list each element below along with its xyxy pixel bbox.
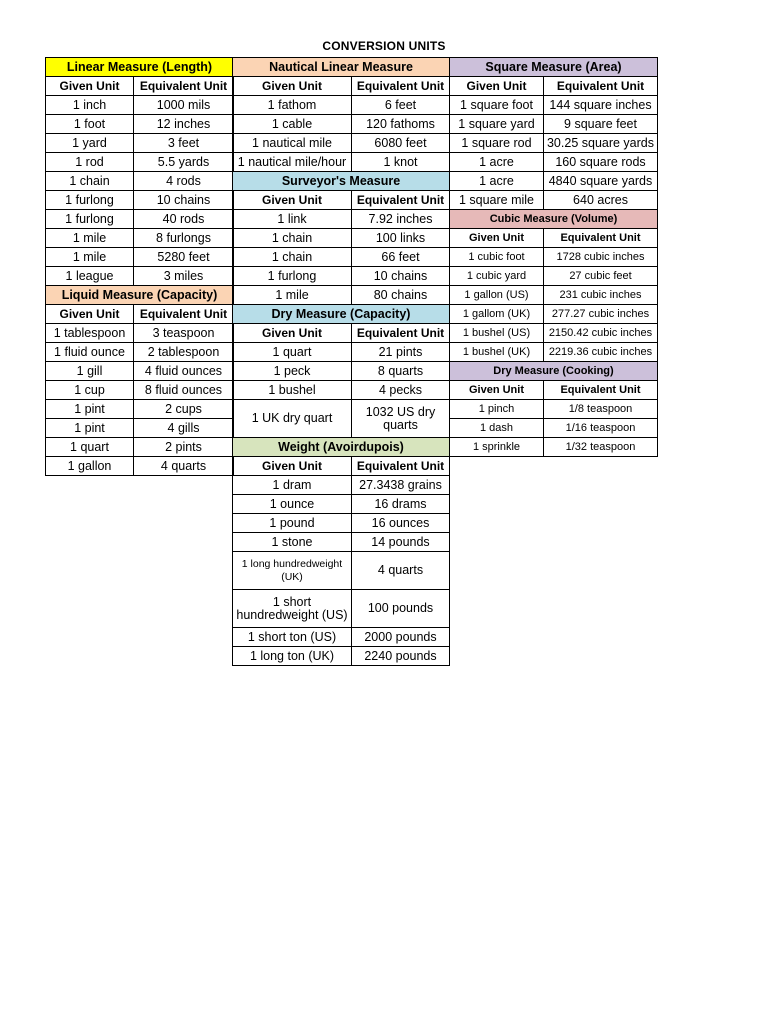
given-unit-cell: 1 chain: [46, 172, 134, 191]
equivalent-unit-cell: 2000 pounds: [352, 628, 450, 647]
given-unit-cell: 1 peck: [233, 362, 352, 381]
equivalent-unit-cell: 1/8 teaspoon: [544, 400, 658, 419]
equivalent-unit-header: Equivalent Unit: [352, 324, 450, 343]
equivalent-unit-cell: 2150.42 cubic inches: [544, 324, 658, 343]
weight-title-row: [233, 438, 450, 457]
equivalent-unit-cell: 3 teaspoon: [134, 324, 234, 343]
given-unit-header: Given Unit: [233, 324, 352, 343]
given-unit-cell: 1 chain: [233, 229, 352, 248]
given-unit-header: Given Unit: [233, 191, 352, 210]
table-row: [233, 153, 450, 172]
equivalent-unit-cell: 2219.36 cubic inches: [544, 343, 658, 362]
given-unit-cell: 1 sprinkle: [450, 438, 544, 457]
table-row: [46, 191, 234, 210]
table-row: [233, 590, 450, 628]
middle-column: [232, 57, 450, 666]
given-unit-cell: 1 bushel (US): [450, 324, 544, 343]
table-row: [233, 229, 450, 248]
table-row: [46, 267, 234, 286]
equivalent-unit-cell: 4 quarts: [352, 552, 450, 590]
given-unit-cell: 1 bushel (UK): [450, 343, 544, 362]
given-unit-cell: 1 chain: [233, 248, 352, 267]
table-row: [233, 134, 450, 153]
given-unit-cell: 1 nautical mile: [233, 134, 352, 153]
given-unit-cell: 1 stone: [233, 533, 352, 552]
square-section-title: Square Measure (Area): [450, 58, 658, 77]
given-unit-cell: 1 acre: [450, 172, 544, 191]
table-row: [450, 324, 658, 343]
given-unit-cell: 1 short hundredweight (US): [233, 590, 352, 628]
equivalent-unit-cell: 5280 feet: [134, 248, 234, 267]
equivalent-unit-cell: 6080 feet: [352, 134, 450, 153]
equivalent-unit-header: Equivalent Unit: [544, 381, 658, 400]
equivalent-unit-cell: 2240 pounds: [352, 647, 450, 666]
table-row: [46, 324, 234, 343]
dry_cooking-section-title: Dry Measure (Cooking): [450, 362, 658, 381]
equivalent-unit-cell: 2 cups: [134, 400, 234, 419]
equivalent-unit-cell: 16 ounces: [352, 514, 450, 533]
table-row: [46, 96, 234, 115]
equivalent-unit-cell: 4 pecks: [352, 381, 450, 400]
cubic-header-row: [450, 229, 658, 248]
given-unit-cell: 1 cable: [233, 115, 352, 134]
given-unit-cell: 1 tablespoon: [46, 324, 134, 343]
equivalent-unit-cell: 9 square feet: [544, 115, 658, 134]
given-unit-header: Given Unit: [233, 77, 352, 96]
dry_cooking-header-row: [450, 381, 658, 400]
table-row: [450, 419, 658, 438]
table-row: [450, 305, 658, 324]
given-unit-header: Given Unit: [450, 381, 544, 400]
given-unit-cell: 1 gallon: [46, 457, 134, 476]
table-row: [233, 400, 450, 438]
given-unit-cell: 1 cubic foot: [450, 248, 544, 267]
liquid-section-title: Liquid Measure (Capacity): [46, 286, 234, 305]
square-header-row: [450, 77, 658, 96]
equivalent-unit-cell: 8 fluid ounces: [134, 381, 234, 400]
equivalent-unit-cell: 80 chains: [352, 286, 450, 305]
table-row: [233, 248, 450, 267]
surveyor-section-title: Surveyor's Measure: [233, 172, 450, 191]
given-unit-cell: 1 gill: [46, 362, 134, 381]
table-row: [233, 552, 450, 590]
linear-header-row: [46, 77, 234, 96]
equivalent-unit-cell: 1000 mils: [134, 96, 234, 115]
table-row: [450, 134, 658, 153]
nautical-table: [232, 57, 450, 666]
equivalent-unit-cell: 7.92 inches: [352, 210, 450, 229]
given-unit-cell: 1 dash: [450, 419, 544, 438]
given-unit-cell: 1 inch: [46, 96, 134, 115]
equivalent-unit-cell: 2 pints: [134, 438, 234, 457]
table-row: [233, 533, 450, 552]
equivalent-unit-header: Equivalent Unit: [134, 77, 234, 96]
table-row: [46, 229, 234, 248]
equivalent-unit-cell: 27.3438 grains: [352, 476, 450, 495]
table-row: [450, 400, 658, 419]
given-unit-header: Given Unit: [46, 77, 134, 96]
equivalent-unit-cell: 66 feet: [352, 248, 450, 267]
cubic-section-title: Cubic Measure (Volume): [450, 210, 658, 229]
equivalent-unit-cell: 21 pints: [352, 343, 450, 362]
table-row: [450, 115, 658, 134]
table-row: [233, 343, 450, 362]
given-unit-cell: 1 cubic yard: [450, 267, 544, 286]
page-title: CONVERSION UNITS: [322, 39, 446, 53]
given-unit-header: Given Unit: [450, 229, 544, 248]
given-unit-cell: 1 league: [46, 267, 134, 286]
table-row: [450, 267, 658, 286]
table-row: [233, 362, 450, 381]
equivalent-unit-cell: 4840 square yards: [544, 172, 658, 191]
given-unit-cell: 1 square mile: [450, 191, 544, 210]
given-unit-cell: 1 furlong: [233, 267, 352, 286]
linear-section-title: Linear Measure (Length): [46, 58, 234, 77]
given-unit-cell: 1 furlong: [46, 191, 134, 210]
table-row: [233, 267, 450, 286]
given-unit-cell: 1 fluid ounce: [46, 343, 134, 362]
table-row: [450, 153, 658, 172]
liquid-title-row: [46, 286, 234, 305]
table-row: [450, 286, 658, 305]
table-row: [46, 134, 234, 153]
equivalent-unit-cell: 231 cubic inches: [544, 286, 658, 305]
nautical-section-title: Nautical Linear Measure: [233, 58, 450, 77]
equivalent-unit-cell: 10 chains: [134, 191, 234, 210]
equivalent-unit-cell: 8 furlongs: [134, 229, 234, 248]
linear-title-row: [46, 58, 234, 77]
dry-section-title: Dry Measure (Capacity): [233, 305, 450, 324]
table-row: [233, 210, 450, 229]
equivalent-unit-cell: 5.5 yards: [134, 153, 234, 172]
given-unit-cell: 1 long ton (UK): [233, 647, 352, 666]
table-row: [450, 96, 658, 115]
table-row: [233, 647, 450, 666]
equivalent-unit-header: Equivalent Unit: [544, 229, 658, 248]
square-table: [449, 57, 658, 457]
given-unit-cell: 1 nautical mile/hour: [233, 153, 352, 172]
given-unit-cell: 1 square yard: [450, 115, 544, 134]
table-row: [233, 628, 450, 647]
given-unit-cell: 1 dram: [233, 476, 352, 495]
equivalent-unit-cell: 8 quarts: [352, 362, 450, 381]
equivalent-unit-cell: 4 fluid ounces: [134, 362, 234, 381]
nautical-header-row: [233, 77, 450, 96]
equivalent-unit-cell: 1 knot: [352, 153, 450, 172]
square-title-row: [450, 58, 658, 77]
given-unit-cell: 1 pint: [46, 400, 134, 419]
nautical-title-row: [233, 58, 450, 77]
linear-table: [45, 57, 234, 476]
equivalent-unit-cell: 277.27 cubic inches: [544, 305, 658, 324]
given-unit-cell: 1 ounce: [233, 495, 352, 514]
liquid-header-row: [46, 305, 234, 324]
equivalent-unit-cell: 1/16 teaspoon: [544, 419, 658, 438]
equivalent-unit-cell: 6 feet: [352, 96, 450, 115]
table-row: [46, 362, 234, 381]
given-unit-cell: 1 pound: [233, 514, 352, 533]
equivalent-unit-cell: 10 chains: [352, 267, 450, 286]
dry-header-row: [233, 324, 450, 343]
equivalent-unit-header: Equivalent Unit: [544, 77, 658, 96]
equivalent-unit-cell: 12 inches: [134, 115, 234, 134]
table-row: [450, 191, 658, 210]
given-unit-cell: 1 gallom (UK): [450, 305, 544, 324]
equivalent-unit-cell: 30.25 square yards: [544, 134, 658, 153]
given-unit-cell: 1 cup: [46, 381, 134, 400]
table-row: [46, 381, 234, 400]
equivalent-unit-cell: 3 miles: [134, 267, 234, 286]
table-row: [46, 343, 234, 362]
equivalent-unit-cell: 2 tablespoon: [134, 343, 234, 362]
given-unit-cell: 1 long hundredweight (UK): [233, 552, 352, 590]
equivalent-unit-cell: 16 drams: [352, 495, 450, 514]
given-unit-cell: 1 acre: [450, 153, 544, 172]
equivalent-unit-header: Equivalent Unit: [352, 77, 450, 96]
given-unit-cell: 1 furlong: [46, 210, 134, 229]
table-row: [450, 438, 658, 457]
table-row: [233, 115, 450, 134]
cubic-title-row: [450, 210, 658, 229]
given-unit-cell: 1 mile: [46, 248, 134, 267]
given-unit-cell: 1 yard: [46, 134, 134, 153]
table-row: [46, 457, 234, 476]
table-row: [46, 400, 234, 419]
given-unit-header: Given Unit: [233, 457, 352, 476]
equivalent-unit-cell: 100 links: [352, 229, 450, 248]
dry_cooking-title-row: [450, 362, 658, 381]
equivalent-unit-cell: 4 quarts: [134, 457, 234, 476]
table-row: [46, 153, 234, 172]
table-row: [46, 115, 234, 134]
given-unit-header: Given Unit: [450, 77, 544, 96]
weight-section-title: Weight (Avoirdupois): [233, 438, 450, 457]
given-unit-cell: 1 quart: [46, 438, 134, 457]
table-row: [46, 248, 234, 267]
right-column: [449, 57, 658, 457]
given-unit-cell: 1 gallon (US): [450, 286, 544, 305]
equivalent-unit-cell: 4 rods: [134, 172, 234, 191]
given-unit-cell: 1 mile: [46, 229, 134, 248]
surveyor-header-row: [233, 191, 450, 210]
equivalent-unit-cell: 1/32 teaspoon: [544, 438, 658, 457]
surveyor-title-row: [233, 172, 450, 191]
given-unit-cell: 1 quart: [233, 343, 352, 362]
equivalent-unit-cell: 144 square inches: [544, 96, 658, 115]
table-row: [450, 248, 658, 267]
table-row: [450, 172, 658, 191]
given-unit-cell: 1 pinch: [450, 400, 544, 419]
equivalent-unit-cell: 14 pounds: [352, 533, 450, 552]
table-row: [233, 476, 450, 495]
equivalent-unit-cell: 3 feet: [134, 134, 234, 153]
equivalent-unit-cell: 1032 US dry quarts: [352, 400, 450, 438]
equivalent-unit-cell: 27 cubic feet: [544, 267, 658, 286]
table-row: [46, 419, 234, 438]
table-row: [233, 286, 450, 305]
given-unit-cell: 1 fathom: [233, 96, 352, 115]
table-row: [233, 514, 450, 533]
equivalent-unit-cell: 4 gills: [134, 419, 234, 438]
table-row: [450, 343, 658, 362]
given-unit-cell: 1 UK dry quart: [233, 400, 352, 438]
given-unit-cell: 1 short ton (US): [233, 628, 352, 647]
table-row: [233, 96, 450, 115]
given-unit-cell: 1 mile: [233, 286, 352, 305]
given-unit-cell: 1 pint: [46, 419, 134, 438]
equivalent-unit-header: Equivalent Unit: [352, 457, 450, 476]
given-unit-cell: 1 rod: [46, 153, 134, 172]
equivalent-unit-cell: 100 pounds: [352, 590, 450, 628]
table-row: [233, 381, 450, 400]
dry-title-row: [233, 305, 450, 324]
given-unit-cell: 1 square rod: [450, 134, 544, 153]
given-unit-cell: 1 foot: [46, 115, 134, 134]
given-unit-cell: 1 link: [233, 210, 352, 229]
table-row: [233, 495, 450, 514]
given-unit-cell: 1 bushel: [233, 381, 352, 400]
table-row: [46, 210, 234, 229]
given-unit-header: Given Unit: [46, 305, 134, 324]
equivalent-unit-cell: 120 fathoms: [352, 115, 450, 134]
equivalent-unit-header: Equivalent Unit: [352, 191, 450, 210]
given-unit-cell: 1 square foot: [450, 96, 544, 115]
equivalent-unit-cell: 1728 cubic inches: [544, 248, 658, 267]
equivalent-unit-header: Equivalent Unit: [134, 305, 234, 324]
table-row: [46, 438, 234, 457]
table-row: [46, 172, 234, 191]
equivalent-unit-cell: 640 acres: [544, 191, 658, 210]
equivalent-unit-cell: 160 square rods: [544, 153, 658, 172]
left-column: [45, 57, 234, 476]
weight-header-row: [233, 457, 450, 476]
equivalent-unit-cell: 40 rods: [134, 210, 234, 229]
